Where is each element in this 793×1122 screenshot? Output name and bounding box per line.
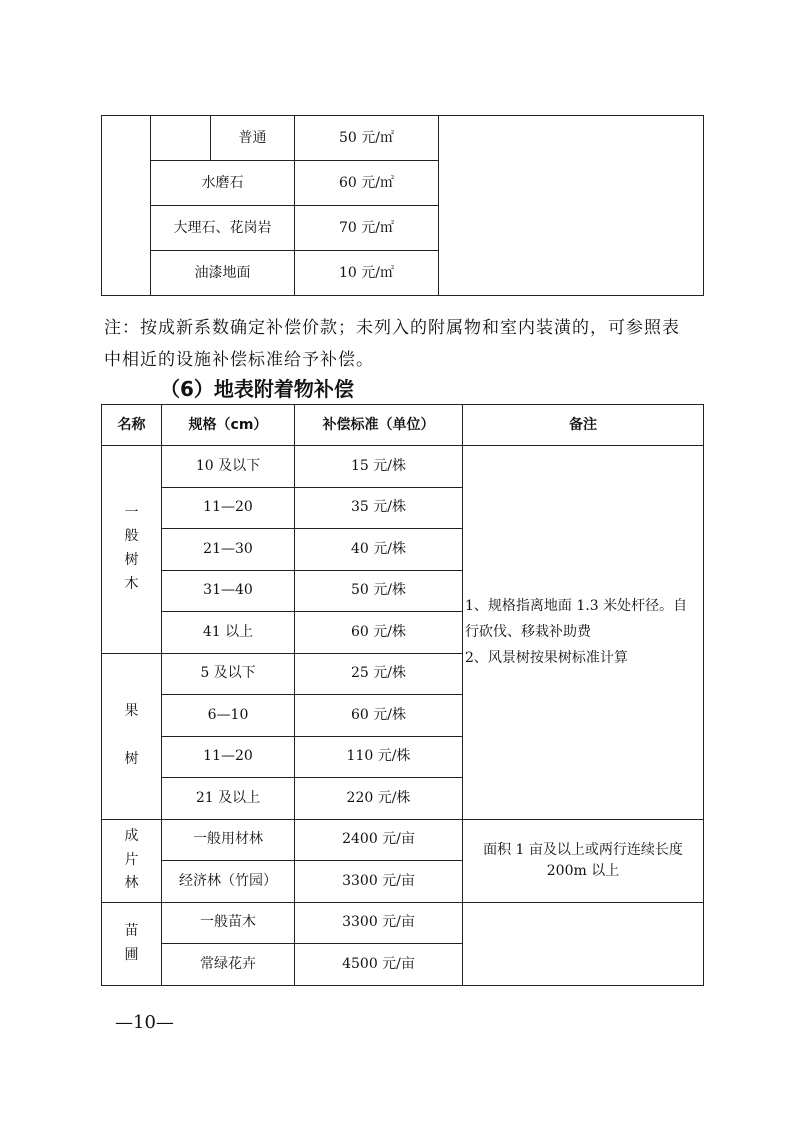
spec-cell: 6—10: [162, 695, 295, 737]
section-heading: （6）地表附着物补偿: [160, 377, 354, 401]
group-label-forest: 成 片 林: [102, 819, 162, 902]
price-cell: 50 元/株: [295, 570, 463, 612]
price-cell: 35 元/株: [295, 487, 463, 529]
price-cell: 25 元/株: [295, 653, 463, 695]
header-price: 补偿标准（单位）: [295, 405, 463, 446]
spec-cell: 常绿花卉: [162, 944, 295, 986]
category-cell: [102, 116, 151, 296]
price-cell: 60 元/株: [295, 612, 463, 654]
table-row: [102, 819, 704, 861]
spec-cell: 一般用材林: [162, 819, 295, 861]
spec-cell: 31—40: [162, 570, 295, 612]
remark-trees-line-1: 1、规格指离地面 1.3 米处杆径。自行砍伐、移栽补助费: [465, 598, 688, 641]
note-line-1: 注：按成新系数确定补偿价款；未列入的附属物和室内装潢的，可参照表: [104, 318, 680, 338]
spec-cell: 21—30: [162, 529, 295, 571]
top-table: [101, 115, 704, 296]
group-label-general-trees: 一 般 树 木: [102, 446, 162, 654]
price-cell: 3300 元/亩: [295, 861, 463, 903]
item-name: 油漆地面: [151, 251, 295, 296]
spec-cell: 11—20: [162, 487, 295, 529]
table-header-row: [102, 405, 704, 446]
spec-cell: 一般苗木: [162, 902, 295, 944]
price-cell: 2400 元/亩: [295, 819, 463, 861]
spec-cell: 41 以上: [162, 612, 295, 654]
item-price: 70 元/㎡: [295, 206, 439, 251]
item-price: 60 元/㎡: [295, 161, 439, 206]
item-name: 普通: [211, 116, 295, 161]
compensation-table: [101, 404, 704, 986]
table-row: [102, 902, 704, 944]
price-cell: 3300 元/亩: [295, 902, 463, 944]
subcategory-cell: [151, 116, 211, 161]
price-cell: 40 元/株: [295, 529, 463, 571]
remark-forest: 面积 1 亩及以上或两行连续长度 200m 以上: [463, 819, 704, 902]
item-name: 水磨石: [151, 161, 295, 206]
header-remark: 备注: [463, 405, 704, 446]
remark-nursery: [463, 902, 704, 985]
header-spec: 规格（cm）: [162, 405, 295, 446]
spec-cell: 经济林（竹园）: [162, 861, 295, 903]
page-number: —10—: [115, 1012, 174, 1033]
item-name: 大理石、花岗岩: [151, 206, 295, 251]
group-label-nursery: 苗 圃: [102, 902, 162, 985]
spec-cell: 5 及以下: [162, 653, 295, 695]
table-row: [102, 116, 704, 161]
price-cell: 220 元/株: [295, 778, 463, 820]
group-label-fruit-trees: 果 树: [102, 653, 162, 819]
header-name: 名称: [102, 405, 162, 446]
remark-cell: [439, 116, 704, 296]
price-cell: 60 元/株: [295, 695, 463, 737]
spec-cell: 21 及以上: [162, 778, 295, 820]
spec-cell: 11—20: [162, 736, 295, 778]
price-cell: 15 元/株: [295, 446, 463, 488]
note-line-2: 中相近的设施补偿标准给予补偿。: [104, 350, 374, 370]
price-cell: 4500 元/亩: [295, 944, 463, 986]
item-price: 10 元/㎡: [295, 251, 439, 296]
remark-trees-line-2: 2、风景树按果树标准计算: [465, 650, 628, 667]
spec-cell: 10 及以下: [162, 446, 295, 488]
item-price: 50 元/㎡: [295, 116, 439, 161]
price-cell: 110 元/株: [295, 736, 463, 778]
remark-trees: [463, 446, 704, 820]
table-row: [102, 446, 704, 488]
